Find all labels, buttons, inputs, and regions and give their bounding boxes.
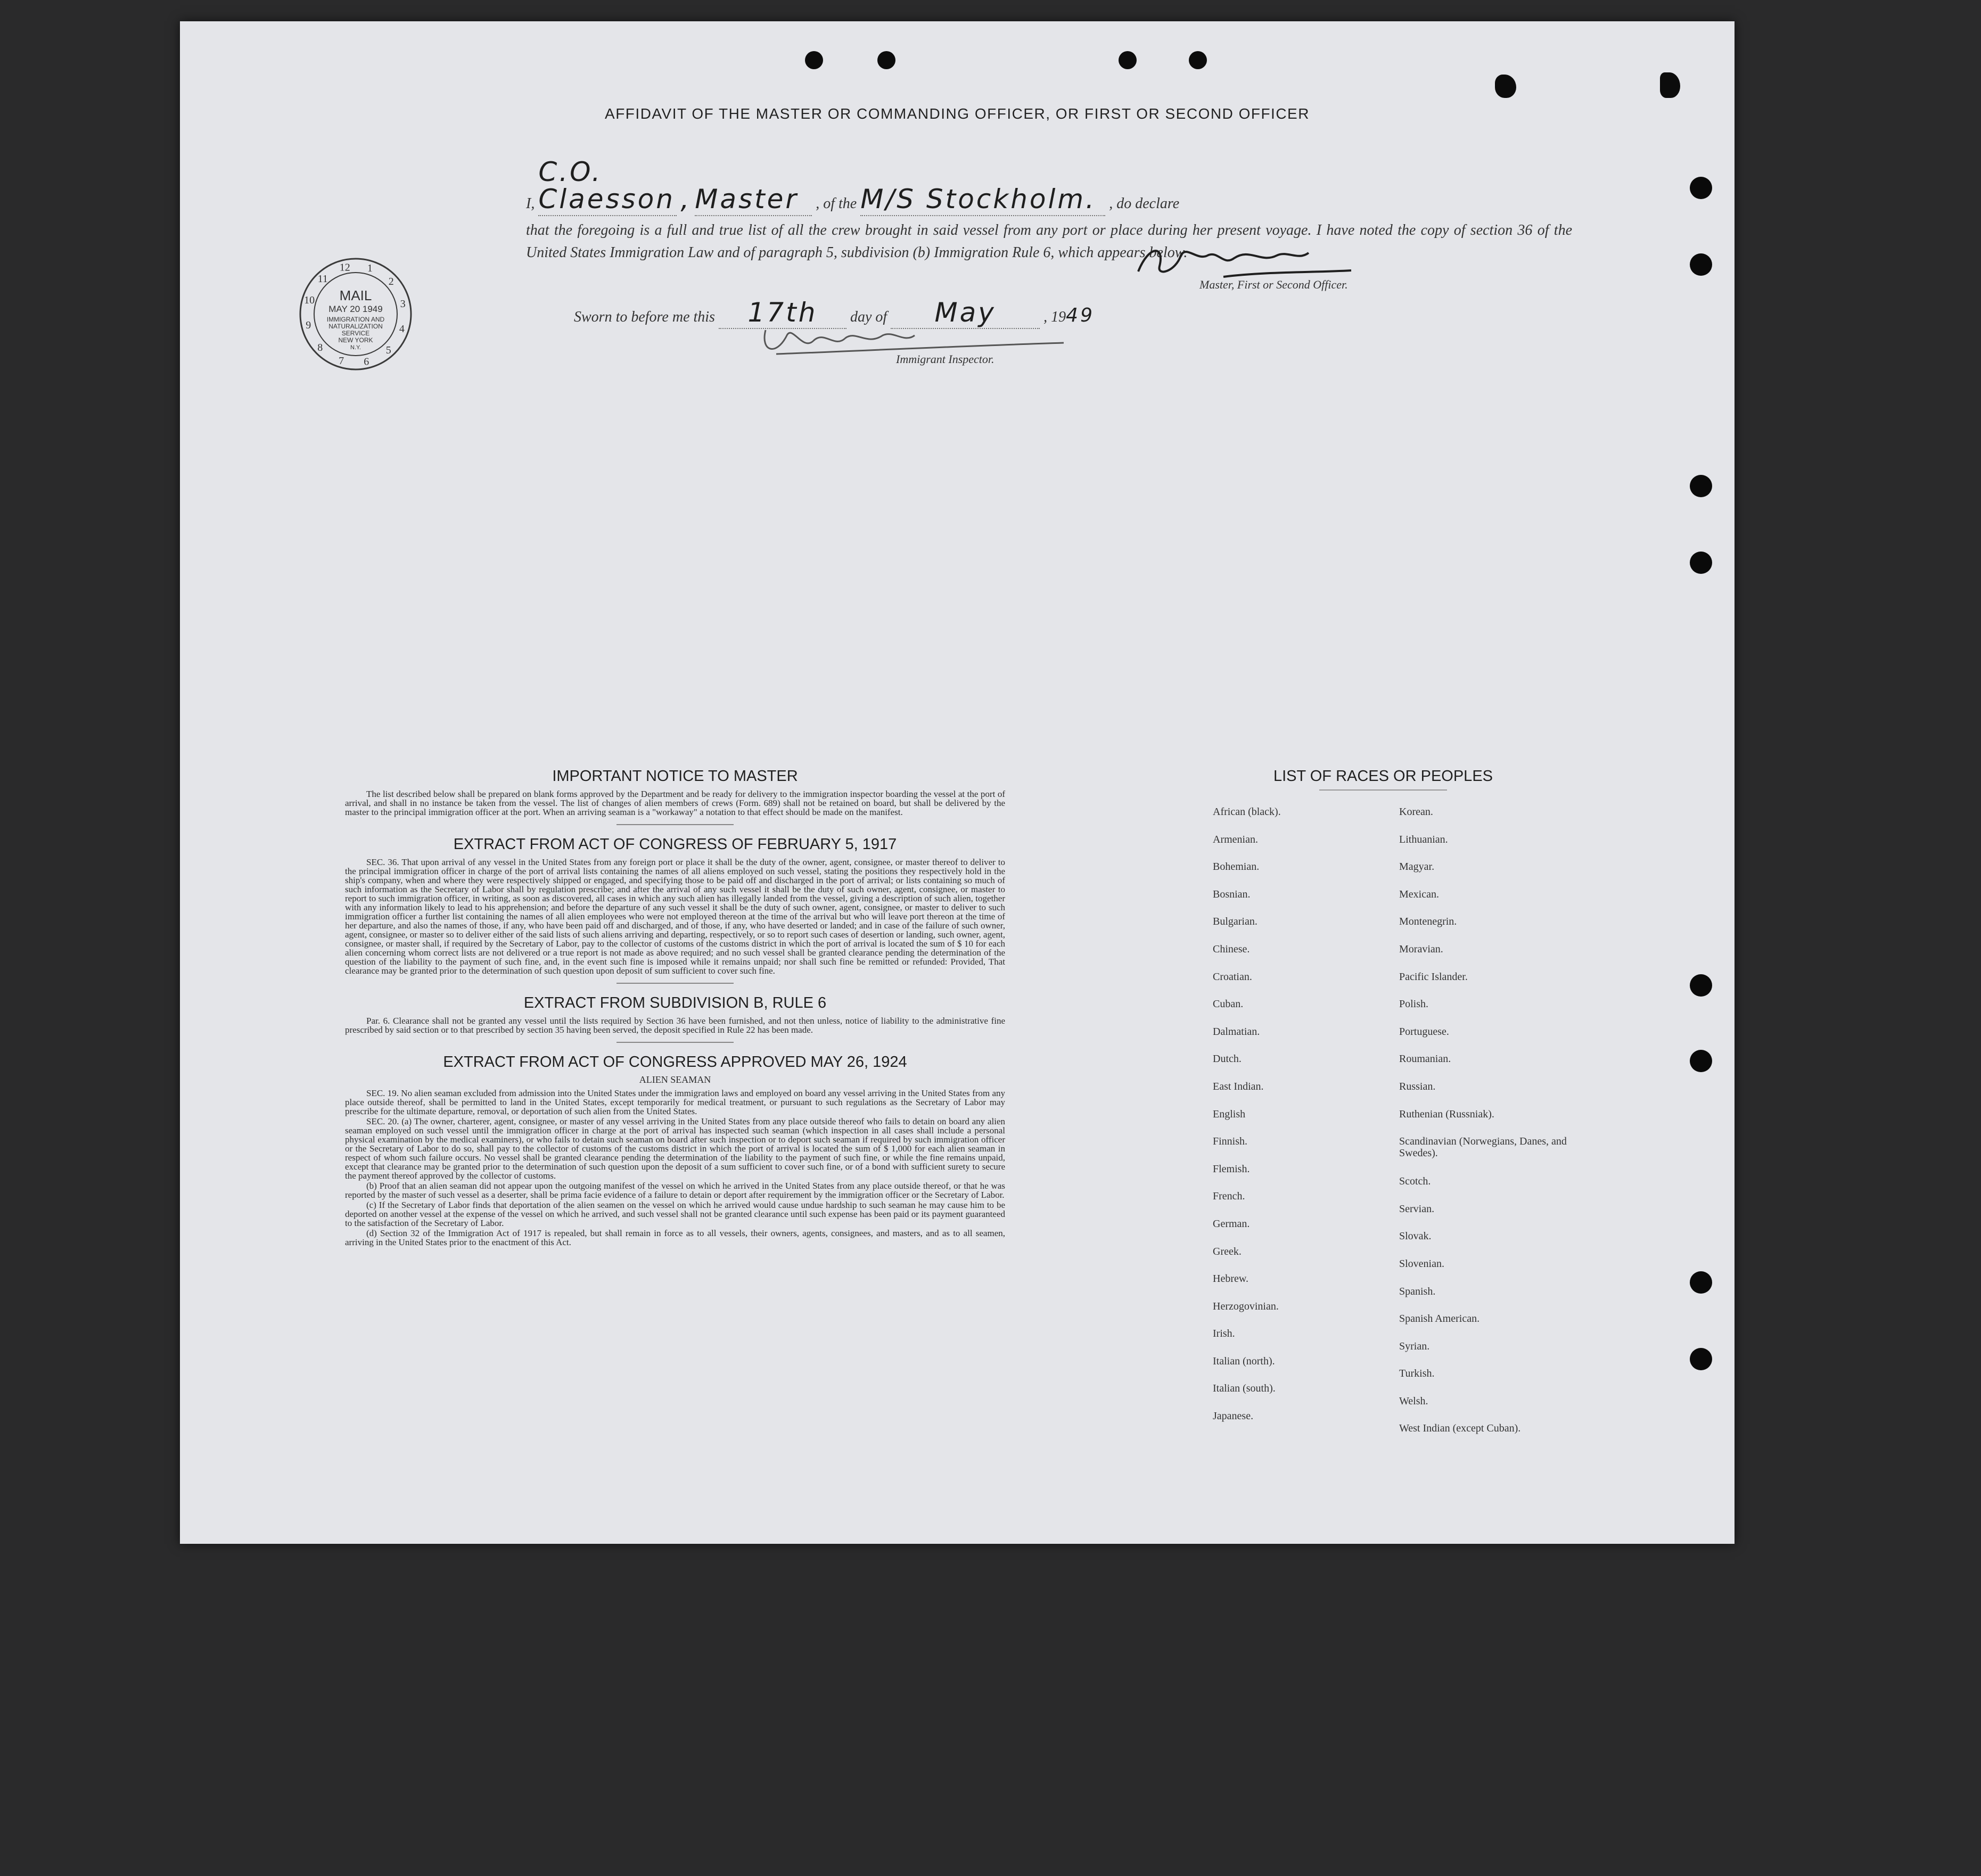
tear-mark <box>1660 72 1680 98</box>
races-left-column <box>1213 806 1388 1438</box>
races-title: LIST OF RACES OR PEOPLES <box>1273 768 1493 785</box>
punch-hole <box>877 51 895 69</box>
stamp-ring-number: 9 <box>306 319 311 332</box>
race-item: Moravian. <box>1399 943 1443 955</box>
races-right-column <box>1399 806 1569 1450</box>
do-declare-label: , do declare <box>1109 195 1180 212</box>
race-item: Roumanian. <box>1399 1053 1451 1065</box>
sworn-prefix: Sworn to before me this <box>574 309 715 325</box>
race-item: Russian. <box>1399 1080 1436 1092</box>
vessel-name: M/S Stockholm. <box>860 184 1097 215</box>
punch-hole <box>1119 51 1137 69</box>
race-item: African (black). <box>1213 806 1281 818</box>
race-item: Bulgarian. <box>1213 916 1257 928</box>
race-item: Mexican. <box>1399 888 1439 900</box>
stamp-line6: NEW YORK <box>338 336 373 344</box>
stamp-mail-text: MAIL <box>339 287 372 303</box>
act-1924-sec20a: SEC. 20. (a) The owner, charterer, agent, consignee, or master of any vessel arriving in the United States from any place outside thereof who fails to detain on board any alien seaman employed on such vessel until the immigration officer in charge at the port of arrival has inspected such seaman (which inspection in all cases shall include a personal physical examination by the medical examiners), or who fails to detain such seaman on board after such inspection or to deport such seaman if required by such immigration officer or the Secretary of Labor to do so, shall pay to the collector of customs of the customs district in which the port of arrival is located the sum of $ 1,000 for each alien seaman in respect of whom such failure occurs. No vessel shall be granted clearance pending the determination of the liability to the payment of such fine, or while the fine remains unpaid, except that clearance may be granted prior to the determination of such question upon the deposit of a sum sufficient to cover such fine, or of a bond with sufficient surety to secure the payment thereof approved by the collector of customs. <box>345 1116 1005 1181</box>
sworn-month: May <box>934 297 996 328</box>
document-page <box>180 21 1735 1544</box>
declaration-i: I, <box>526 195 535 212</box>
stamp-ring-number: 8 <box>317 341 323 353</box>
divider <box>1319 789 1447 791</box>
mail-stamp <box>297 256 414 373</box>
race-item: Syrian. <box>1399 1340 1430 1352</box>
race-item: Armenian. <box>1213 833 1258 845</box>
race-item: English <box>1213 1108 1246 1120</box>
act-1924-sec20c: (c) If the Secretary of Labor finds that deportation of the alien seamen on the vessel on which he arrived would cause undue hardship to such seaman he may cause him to be deported on another vessel at the expense of the vessel on which he arrived, and such vessel shall not be granted clearance until such expense has been paid or its payment guaranteed to the satisfaction of the Secretary of Labor. <box>345 1200 1005 1228</box>
notice-column <box>345 768 1005 1247</box>
race-item: Montenegrin. <box>1399 916 1457 928</box>
stamp-date: MAY 20 1949 <box>328 304 383 314</box>
race-item: Cuban. <box>1213 998 1244 1010</box>
race-item: Spanish American. <box>1399 1313 1480 1325</box>
race-item: Chinese. <box>1213 943 1250 955</box>
divider <box>617 824 734 825</box>
declaration <box>526 157 1572 264</box>
race-item: Slovak. <box>1399 1230 1432 1243</box>
race-item: Hebrew. <box>1213 1273 1249 1285</box>
race-item: Pacific Islander. <box>1399 970 1468 983</box>
race-item: Magyar. <box>1399 861 1435 873</box>
race-item: Spanish. <box>1399 1285 1436 1297</box>
race-item: German. <box>1213 1217 1250 1230</box>
year-prefix: , 19 <box>1043 309 1066 325</box>
act-1924-subtitle: ALIEN SEAMAN <box>639 1074 711 1085</box>
race-item: East Indian. <box>1213 1080 1264 1092</box>
act-1917-text: SEC. 36. That upon arrival of any vessel in the United States from any foreign port or place it shall be the duty of the owner, agent, consignee, or master thereof to deliver to the principal immigration officer in charge of the port of arrival lists containing the names of all aliens employed on such vessel, stating the positions they respectively hold in the ship's company, when and where they were respectively shipped or engaged, and specifying those to be paid off and discharged in the port of arrival; or lists containing so much of such information as the Secretary of Labor shall by regulation prescribe; and after the arrival of any such vessel it shall be the duty of such owner, agent, consignee, or master to report to such immigration officer, in writing, as soon as discovered, all cases in which any such alien has illegally landed from the vessel, giving a description of such alien, together with any information likely to lead to his apprehension; and before the departure of any such vessel it shall be the duty of such owner, agent, consignee, or master to deliver to such immigration officer a further list containing the names of all alien employees who were not employed thereon at the time of the arrival but who will leave port thereon at the time of her departure, and also the names of those, if any, who have been paid off and discharged, and of those, if any, who have deserted or landed; and in case of the failure of such owner, agent, consignee, or master so to deliver either of the said lists of such aliens arriving and departing, respectively, or so to report such cases of desertion or landing, such owner, agent, consignee, or master shall, if required by the Secretary of Labor, pay to the collector of customs of the customs district in which the port of arrival is located the sum of $ 10 for each alien concerning whom correct lists are not delivered or a true report is not made as above required; and no such vessel shall be granted clearance pending the determination of the question of the liability to the payment of such fine, and, in the event such fine is imposed while it remains unpaid; nor shall such fine be remitted or refunded: Provided, That clearance may be granted prior to the determination of such question upon deposit of sum sufficient to cover such fine. <box>345 857 1005 976</box>
race-item: Flemish. <box>1213 1163 1250 1175</box>
day-of-label: day of <box>850 309 887 325</box>
declaration-body: that the foregoing is a full and true list of all the crew brought in said vessel from any port or place during her present voyage. I have noted the copy of section 36 of the United States Immigration Law and of paragraph 5, subdivision (b) Immigration Rule 6, which appears below. <box>526 222 1572 261</box>
stamp-ring-number: 3 <box>400 298 406 310</box>
race-item: Herzogovinian. <box>1213 1300 1279 1312</box>
stamp-line7: N.Y. <box>350 344 361 351</box>
race-item: Italian (south). <box>1213 1383 1276 1395</box>
act-1924-sec19: SEC. 19. No alien seaman excluded from admission into the United States under the immigration laws and employed on board any vessel arriving in the United States from any place outside thereof, shall be permitted to land in the United States, except temporarily for medical treatment, or pursuant to such regulations as the Secretary of Labor may prescribe for the ultimate departure, removal, or deportation of such alien from the United States. <box>345 1088 1005 1116</box>
stamp-ring-number: 4 <box>399 323 405 335</box>
act-1924-sec20d: (d) Section 32 of the Immigration Act of 1917 is repealed, but shall remain in force as to all vessels, their owners, agents, consignees, and masters, and as to all seamen, arriving in the United States prior to the enactment of this Act. <box>345 1228 1005 1247</box>
rule-6-text: Par. 6. Clearance shall not be granted any vessel until the lists required by Section 36 have been furnished, and not then unless, notice of liability to the administrative fine prescribed by said section or to that prescribed by section 35 having been served, the deposit specified in Rule 22 has been made. <box>345 1016 1005 1035</box>
act-1924-title: EXTRACT FROM ACT OF CONGRESS APPROVED MAY 26, 1924 <box>443 1054 907 1071</box>
race-item: Portuguese. <box>1399 1025 1449 1038</box>
notice-text: The list described below shall be prepared on blank forms approved by the Department and be ready for delivery to the immigration inspector boarding the vessel at the port of arrival, and shall in no instance be taken from the vessel. The list of changes of alien members of crews (Form. 689) shall not be retained on board, but shall be delivered by the master to the principal immigration officer at the port. When an arriving seaman is a "workaway" a notation to that effect should be made on the manifest. <box>345 789 1005 817</box>
binder-hole <box>1690 1271 1712 1294</box>
races-list <box>1207 768 1567 1435</box>
stamp-ring-number: 5 <box>385 344 391 356</box>
race-item: Greek. <box>1213 1245 1242 1257</box>
master-rank: Master <box>695 184 799 215</box>
binder-hole <box>1690 177 1712 199</box>
binder-hole <box>1690 974 1712 997</box>
stamp-ring-number: 2 <box>388 276 394 288</box>
divider <box>617 983 734 984</box>
stamp-ring-number: 7 <box>339 355 344 367</box>
stamp-ring-number: 12 <box>339 261 350 274</box>
binder-hole <box>1690 1050 1712 1072</box>
stamp-line5: SERVICE <box>341 330 370 337</box>
divider <box>617 1042 734 1043</box>
race-item: West Indian (except Cuban). <box>1399 1422 1521 1435</box>
master-role-label: Master, First or Second Officer. <box>1199 278 1348 291</box>
inspector-role-label: Immigrant Inspector. <box>896 352 994 366</box>
race-item: Irish. <box>1213 1328 1235 1340</box>
name-separator: , <box>680 184 692 215</box>
notice-title: IMPORTANT NOTICE TO MASTER <box>552 768 798 785</box>
punch-hole <box>1189 51 1207 69</box>
race-item: French. <box>1213 1190 1245 1203</box>
binder-hole <box>1690 253 1712 276</box>
rule-6-title: EXTRACT FROM SUBDIVISION B, RULE 6 <box>523 994 827 1011</box>
stamp-line3: IMMIGRATION AND <box>326 316 385 323</box>
binder-hole <box>1690 1348 1712 1370</box>
race-item: Scotch. <box>1399 1175 1431 1188</box>
race-item: Ruthenian (Russniak). <box>1399 1108 1494 1120</box>
race-item: Turkish. <box>1399 1368 1435 1380</box>
race-item: Korean. <box>1399 806 1433 818</box>
punch-hole <box>805 51 823 69</box>
race-item: Croatian. <box>1213 970 1252 983</box>
act-1917-title: EXTRACT FROM ACT OF CONGRESS OF FEBRUARY 5, 1917 <box>453 836 897 853</box>
race-item: Bohemian. <box>1213 861 1260 873</box>
race-item: Polish. <box>1399 998 1429 1010</box>
race-item: Dutch. <box>1213 1053 1242 1065</box>
binder-hole <box>1690 552 1712 574</box>
race-item: Slovenian. <box>1399 1257 1444 1270</box>
tear-mark <box>1495 75 1516 98</box>
race-item: Dalmatian. <box>1213 1025 1260 1038</box>
stamp-ring-number: 6 <box>364 356 369 368</box>
act-1924-sec20b: (b) Proof that an alien seaman did not appear upon the outgoing manifest of the vessel on which he arrived in the United States from any place outside thereof, or that he was reported by the master of such vessel as a deserter, shall be prima facie evidence of a failure to detain or deport after requirement by the immigration officer or the Secretary of Labor. <box>345 1181 1005 1200</box>
race-item: Scandinavian (Norwegians, Danes, and Swedes). <box>1399 1136 1567 1159</box>
sworn-day: 17th <box>747 297 818 328</box>
race-item: Lithuanian. <box>1399 833 1448 845</box>
stamp-ring-number: 11 <box>317 273 328 285</box>
race-item: Servian. <box>1399 1203 1435 1215</box>
race-item: Bosnian. <box>1213 888 1251 900</box>
race-item: Italian (north). <box>1213 1355 1275 1367</box>
race-item: Finnish. <box>1213 1136 1248 1148</box>
of-the-label: , of the <box>816 195 857 212</box>
affidavit-title: AFFIDAVIT OF THE MASTER OR COMMANDING OFFICER, OR FIRST OR SECOND OFFICER <box>605 105 1310 122</box>
stamp-ring-number: 1 <box>367 262 373 275</box>
sworn-year: 49 <box>1066 305 1095 326</box>
race-item: Welsh. <box>1399 1395 1428 1407</box>
race-item: Japanese. <box>1213 1410 1254 1422</box>
binder-hole <box>1690 475 1712 497</box>
master-name: C.O. Claesson <box>538 157 675 215</box>
stamp-line4: NATURALIZATION <box>328 323 383 330</box>
stamp-ring-number: 10 <box>304 294 315 307</box>
